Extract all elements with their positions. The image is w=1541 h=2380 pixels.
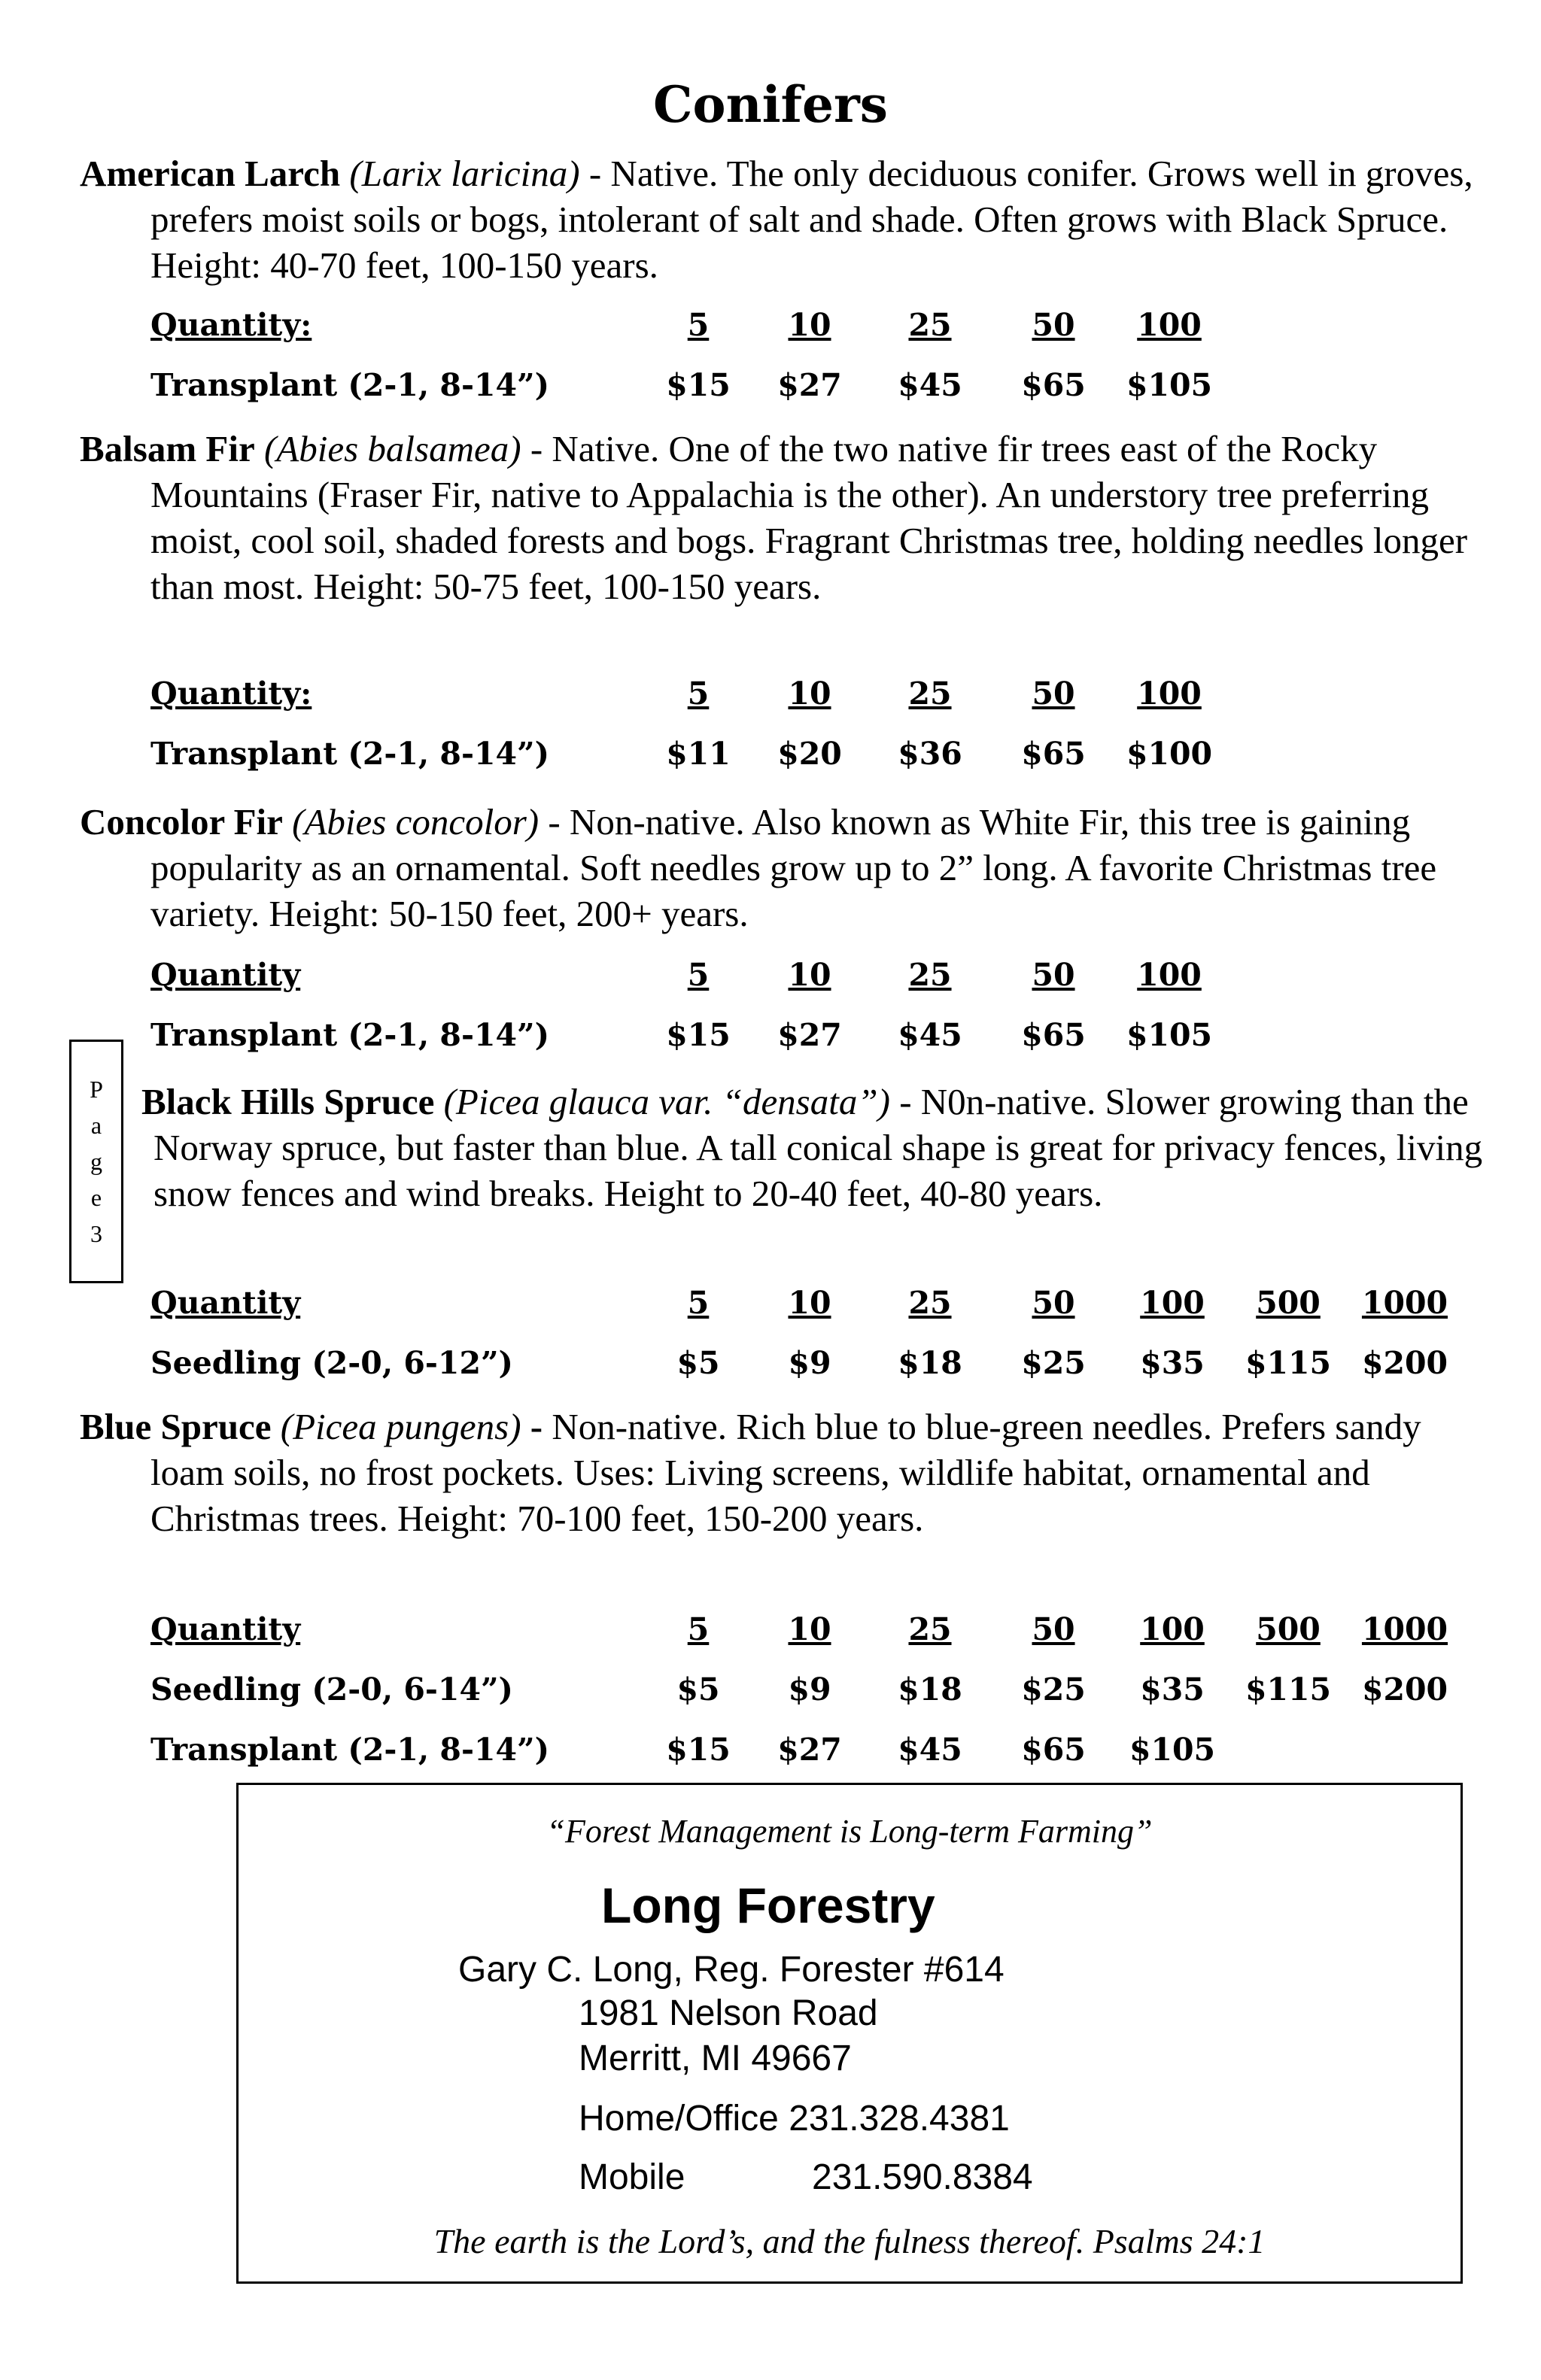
- quantity-label: Quantity: [150, 957, 301, 993]
- entry-description: [80, 150, 1494, 288]
- mobile-number: 231.590.8384: [812, 2157, 1033, 2197]
- quantity-row: [150, 663, 1222, 724]
- description-dash: -: [521, 1406, 552, 1447]
- price-cell: $100: [1126, 736, 1213, 772]
- price-cell: $65: [1021, 1732, 1086, 1768]
- price-table-concolor-fir: [150, 945, 1222, 1065]
- price-row: [150, 1333, 1461, 1393]
- species-name: Balsam Fir: [80, 428, 255, 469]
- qty-cell: 25: [908, 307, 952, 343]
- price-cell: $65: [1021, 367, 1086, 403]
- home-office-phone: Home/Office 231.328.4381: [579, 2099, 1010, 2139]
- qty-cell: 50: [1032, 1285, 1075, 1321]
- qty-cell: 10: [788, 675, 831, 712]
- qty-cell: 10: [788, 307, 831, 343]
- price-cell: $105: [1129, 1732, 1216, 1768]
- price-cell: $18: [898, 1345, 962, 1381]
- address-line-2: Merritt, MI 49667: [579, 2038, 852, 2078]
- price-cell: $25: [1021, 1671, 1086, 1708]
- price-cell: $105: [1126, 1017, 1213, 1053]
- price-cell: $9: [788, 1671, 831, 1708]
- price-table-balsam-fir: [150, 663, 1222, 784]
- qty-cell: 25: [908, 1285, 952, 1321]
- price-table-black-hills-spruce: [150, 1273, 1461, 1393]
- species-name: Blue Spruce: [80, 1406, 272, 1447]
- quantity-row: [150, 1273, 1461, 1333]
- qty-cell: 10: [788, 1611, 831, 1647]
- mobile-label: Mobile: [579, 2157, 685, 2197]
- stock-type-label: Seedling (2-0, 6-14”): [150, 1671, 513, 1708]
- price-cell: $45: [898, 1017, 962, 1053]
- species-name: Black Hills Spruce: [141, 1081, 435, 1122]
- price-cell: $45: [898, 367, 962, 403]
- quantity-label: Quantity:: [150, 307, 312, 343]
- entry-balsam-fir: [80, 426, 1494, 609]
- price-cell: $65: [1021, 736, 1086, 772]
- price-cell: $36: [898, 736, 962, 772]
- price-cell: $25: [1021, 1345, 1086, 1381]
- entry-description: [141, 1079, 1496, 1216]
- qty-cell: 10: [788, 957, 831, 993]
- description-text: Non-native. Rich blue to blue-green needles. Prefers sandy loam soils, no frost pockets. Uses: Living screens, wildlife habitat, ornamental and Christmas trees. Height: 70-100 feet, 150-200 years.: [150, 1406, 1421, 1539]
- qty-cell: 50: [1032, 307, 1075, 343]
- price-cell: $27: [777, 367, 842, 403]
- price-cell: $200: [1361, 1671, 1448, 1708]
- price-cell: [1228, 1720, 1348, 1780]
- page-tab-letter: a: [90, 1112, 102, 1139]
- page-tab-letter: e: [90, 1184, 102, 1211]
- price-cell: $200: [1361, 1345, 1448, 1381]
- price-cell: $11: [666, 736, 731, 772]
- price-cell: $115: [1245, 1671, 1332, 1708]
- entry-american-larch: [80, 150, 1494, 288]
- quantity-label: Quantity: [150, 1285, 301, 1321]
- price-cell: [1348, 1720, 1461, 1780]
- entry-blue-spruce: [80, 1404, 1494, 1541]
- price-cell: $15: [666, 367, 731, 403]
- stock-type-label: Seedling (2-0, 6-12”): [150, 1345, 513, 1381]
- price-row: [150, 1720, 1461, 1780]
- species-name: Concolor Fir: [80, 801, 283, 842]
- page-title: Conifers: [653, 75, 888, 134]
- qty-cell: 5: [687, 307, 710, 343]
- price-cell: $65: [1021, 1017, 1086, 1053]
- entry-description: [80, 1404, 1494, 1541]
- qty-cell: 50: [1032, 957, 1075, 993]
- quantity-label: Quantity:: [150, 675, 312, 712]
- price-table-blue-spruce: [150, 1599, 1461, 1780]
- quantity-row: [150, 945, 1222, 1005]
- scientific-name: (Abies balsamea): [263, 428, 521, 469]
- qty-cell: 50: [1032, 675, 1075, 712]
- contact-box: [236, 1783, 1463, 2284]
- price-cell: $9: [788, 1345, 831, 1381]
- page-number-tab: [69, 1040, 123, 1283]
- qty-cell: 100: [1137, 957, 1202, 993]
- qty-cell: 10: [788, 1285, 831, 1321]
- entry-black-hills-spruce: [141, 1079, 1496, 1216]
- price-cell: $27: [777, 1017, 842, 1053]
- price-cell: $45: [898, 1732, 962, 1768]
- price-cell: $5: [676, 1345, 720, 1381]
- price-table-american-larch: [150, 295, 1222, 415]
- company-name: Long Forestry: [601, 1878, 935, 1933]
- quantity-label: Quantity: [150, 1611, 301, 1647]
- species-name: American Larch: [80, 153, 341, 194]
- page-tab-letter: g: [90, 1148, 102, 1175]
- qty-cell: 100: [1140, 1611, 1205, 1647]
- scripture-verse: The earth is the Lord’s, and the fulness thereof. Psalms 24:1: [433, 2222, 1266, 2260]
- qty-cell: 1000: [1361, 1285, 1448, 1321]
- description-text: - Native. The only deciduous conifer. Grows well in groves, prefers moist soils or bogs, intolerant of salt and shade. Often grows with Black Spruce. Height: 40-70 feet, 100-150 years.: [150, 153, 1473, 286]
- stock-type-label: Transplant (2-1, 8-14”): [150, 1017, 550, 1053]
- price-row: [150, 724, 1222, 784]
- price-row: [150, 355, 1222, 415]
- qty-cell: 100: [1137, 675, 1202, 712]
- qty-cell: 100: [1140, 1285, 1205, 1321]
- qty-cell: 100: [1137, 307, 1202, 343]
- qty-cell: 25: [908, 1611, 952, 1647]
- qty-cell: 5: [687, 675, 710, 712]
- description-text: - Native. One of the two native fir trees east of the Rocky Mountains (Fraser Fir, native to Appalachia is the other). An understory tree preferring moist, cool soil, shaded forests and bogs. Fragrant Christmas tree, holding needles longer than most. Height: 50-75 feet, 100-150 years.: [150, 428, 1468, 607]
- price-cell: $20: [777, 736, 842, 772]
- price-cell: $115: [1245, 1345, 1332, 1381]
- page-tab-number: 3: [90, 1220, 102, 1247]
- qty-cell: 5: [687, 957, 710, 993]
- stock-type-label: Transplant (2-1, 8-14”): [150, 367, 550, 403]
- price-cell: $15: [666, 1017, 731, 1053]
- scientific-name: (Abies concolor): [292, 801, 540, 842]
- price-row: [150, 1659, 1461, 1720]
- scientific-name: (Picea glauca var. “densata”): [443, 1081, 890, 1122]
- qty-cell: 1000: [1361, 1611, 1448, 1647]
- price-cell: $18: [898, 1671, 962, 1708]
- qty-cell: 5: [687, 1285, 710, 1321]
- qty-cell: 500: [1256, 1285, 1321, 1321]
- qty-cell: 500: [1256, 1611, 1321, 1647]
- page-tab-letter: P: [90, 1076, 103, 1103]
- price-cell: $5: [676, 1671, 720, 1708]
- address-line-1: 1981 Nelson Road: [579, 1993, 878, 2033]
- price-cell: $15: [666, 1732, 731, 1768]
- contact-name: Gary C. Long, Reg. Forester #614: [458, 1950, 1005, 1990]
- qty-cell: 50: [1032, 1611, 1075, 1647]
- scientific-name: (Picea pungens): [280, 1406, 521, 1447]
- quantity-row: [150, 1599, 1461, 1659]
- price-row: [150, 1005, 1222, 1065]
- description-text: - Non-native. Also known as White Fir, this tree is gaining popularity as an ornamental. Soft needles grow up to 2” long. A favorite Christmas tree variety. Height: 50-150 feet, 200+ years.: [150, 801, 1437, 934]
- description-text: - N0n-native. Slower growing than the Norway spruce, but faster than blue. A tall conical shape is great for privacy fences, living snow fences and wind breaks. Height to 20-40 feet, 40-80 years.: [153, 1081, 1483, 1214]
- stock-type-label: Transplant (2-1, 8-14”): [150, 736, 550, 772]
- qty-cell: 25: [908, 675, 952, 712]
- scientific-name: (Larix laricina): [349, 153, 580, 194]
- entry-description: [80, 426, 1494, 609]
- price-cell: $35: [1140, 1671, 1205, 1708]
- entry-description: [80, 799, 1494, 937]
- motto-text: “Forest Management is Long-term Farming”: [546, 1813, 1153, 1850]
- price-cell: $105: [1126, 367, 1213, 403]
- price-cell: $35: [1140, 1345, 1205, 1381]
- entry-concolor-fir: [80, 799, 1494, 937]
- qty-cell: 5: [687, 1611, 710, 1647]
- qty-cell: 25: [908, 957, 952, 993]
- quantity-row: [150, 295, 1222, 355]
- stock-type-label: Transplant (2-1, 8-14”): [150, 1732, 550, 1768]
- price-cell: $27: [777, 1732, 842, 1768]
